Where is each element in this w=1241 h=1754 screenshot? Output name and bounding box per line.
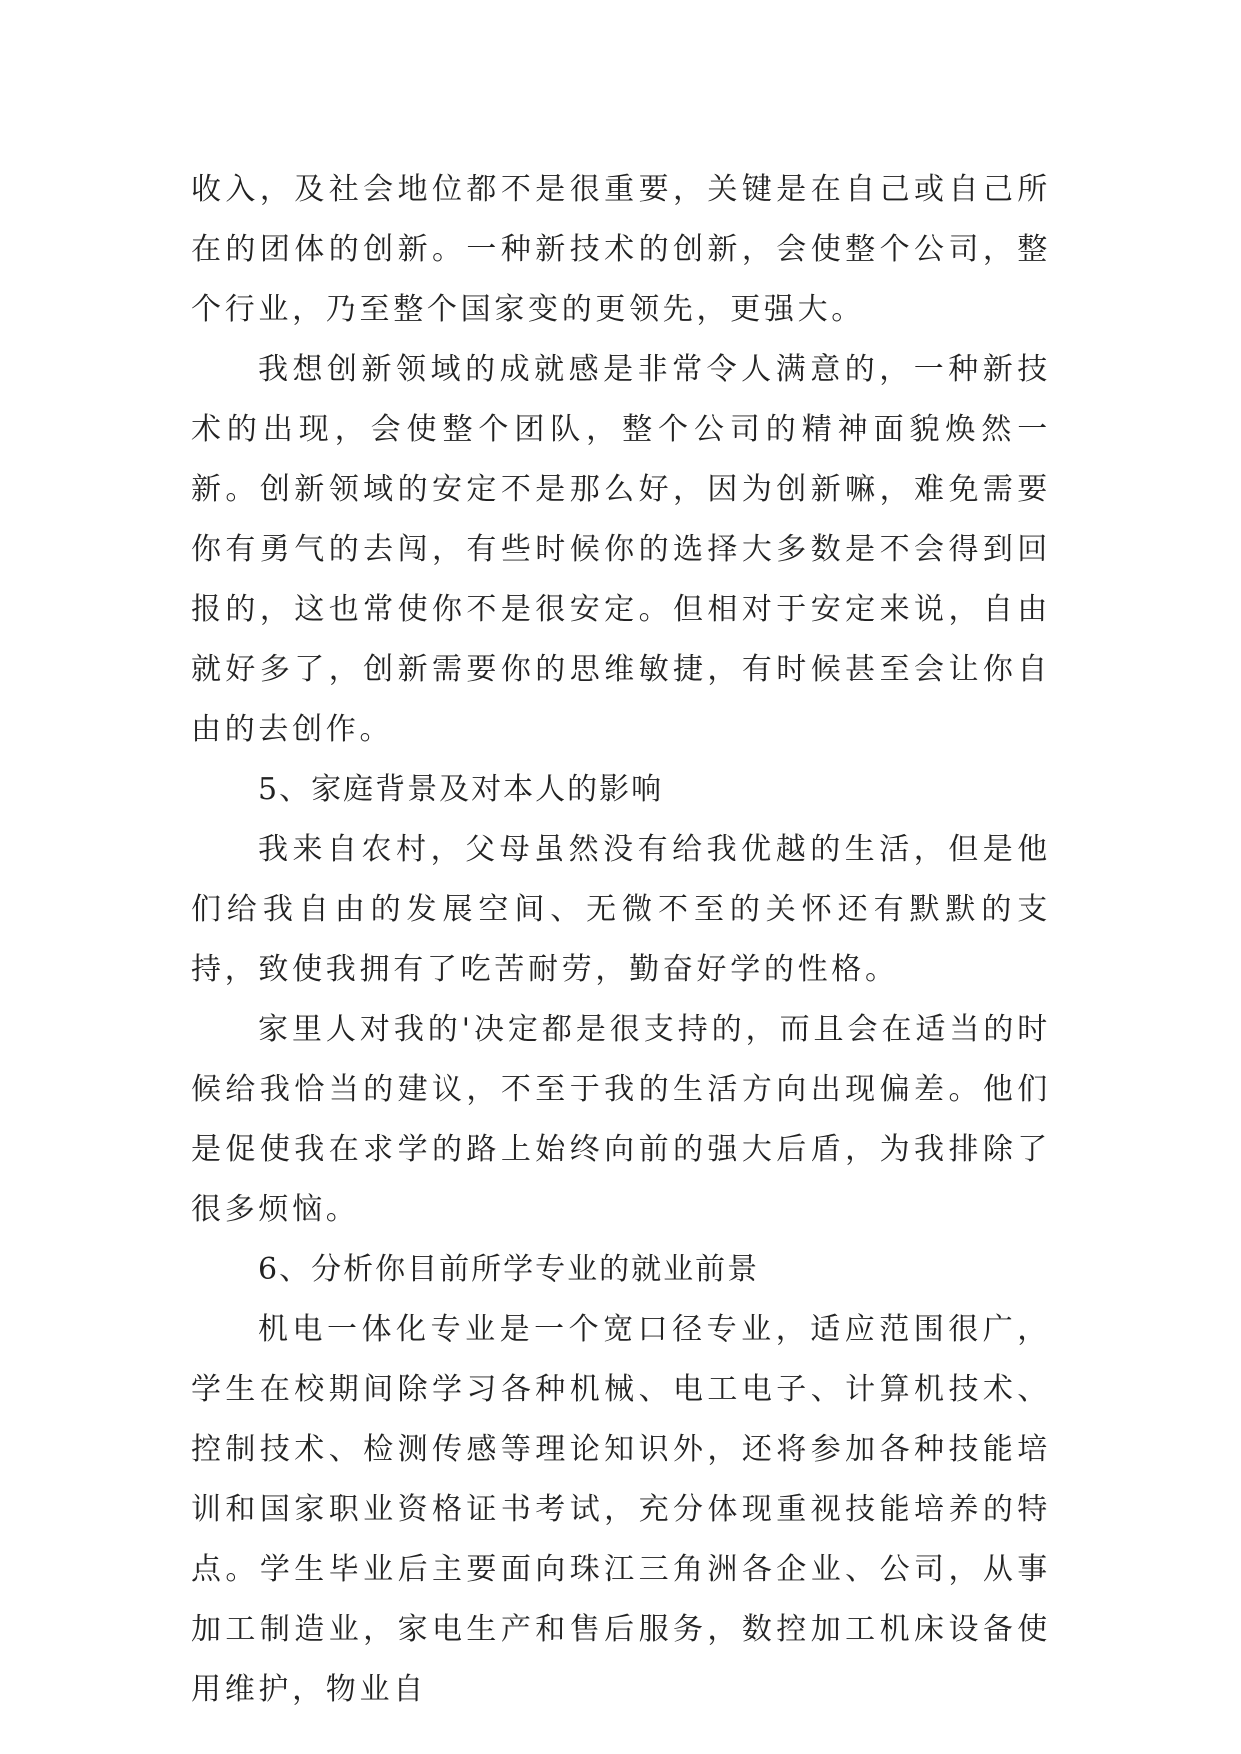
paragraph-major-prospects: 机电一体化专业是一个宽口径专业，适应范围很广，学生在校期间除学习各种机械、电工电子、计算机技术、控制技术、检测传感等理论知识外，还将参加各种技能培训和国家职业资格证书考试，充分体现重视技能培养的特点。学生毕业后主要面向珠江三角洲各企业、公司，从事加工制造业，家电生产和售后服务，数控加工机床设备使用维护，物业自: [191, 1312, 1051, 1707]
section-heading-career-prospects: 6、分析你目前所学专业的就业前景: [258, 1252, 760, 1287]
paragraph-continuation: 收入，及社会地位都不是很重要，关键是在自己或自己所在的团体的创新。一种新技术的创新，会使整个公司，整个行业，乃至整个国家变的更领先，更强大。: [191, 172, 1051, 327]
paragraph-family-support: 家里人对我的'决定都是很支持的，而且会在适当的时候给我恰当的建议，不至于我的生活方向出现偏差。他们是促使我在求学的路上始终向前的强大后盾，为我排除了很多烦恼。: [191, 1012, 1051, 1227]
document-body: [191, 160, 1051, 1720]
section-heading-family-background: 5、家庭背景及对本人的影响: [258, 772, 664, 807]
paragraph-family-origin: 我来自农村，父母虽然没有给我优越的生活，但是他们给我自由的发展空间、无微不至的关怀还有默默的支持，致使我拥有了吃苦耐劳，勤奋好学的性格。: [191, 832, 1051, 987]
paragraph-innovation: 我想创新领域的成就感是非常令人满意的，一种新技术的出现，会使整个团队，整个公司的精神面貌焕然一新。创新领域的安定不是那么好，因为创新嘛，难免需要你有勇气的去闯，有些时候你的选择大多数是不会得到回报的，这也常使你不是很安定。但相对于安定来说，自由就好多了，创新需要你的思维敏捷，有时候甚至会让你自由的去创作。: [191, 352, 1051, 747]
